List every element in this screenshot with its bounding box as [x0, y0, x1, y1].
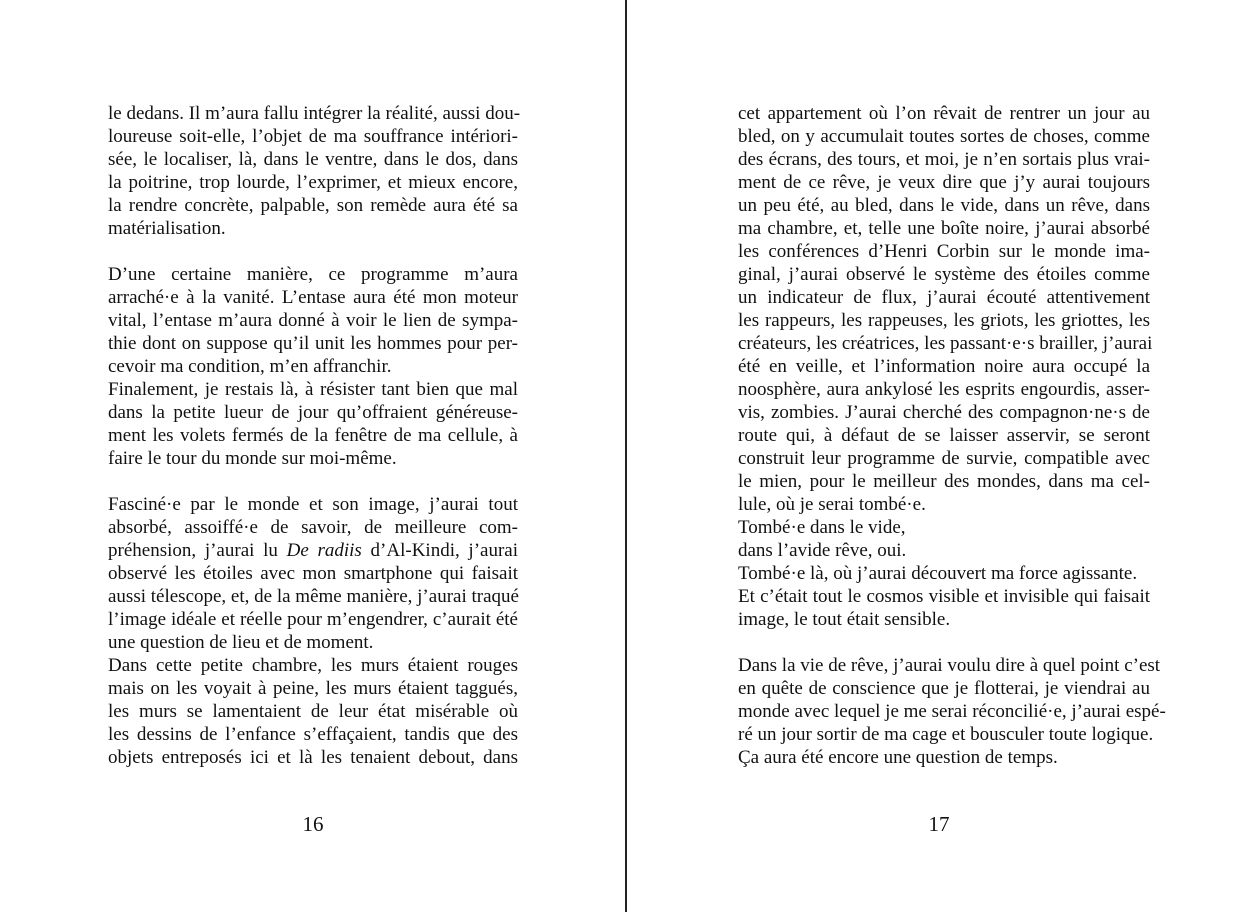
- text-line-with-title: [108, 539, 518, 562]
- text-line: ment de ce rêve, je veux dire que j’y aurai toujours: [738, 172, 1150, 193]
- book-title-italic: De radiis: [286, 540, 362, 561]
- text-line: faire le tour du monde sur moi-même.: [108, 448, 397, 469]
- text-line: créateurs, les créatrices, les passant·e·s brailler, j’aurai: [738, 333, 1153, 354]
- text-line: la rendre concrète, palpable, son remède aura été sa: [108, 195, 518, 216]
- text-line: les rappeurs, les rappeuses, les griots, les griottes, les: [738, 310, 1150, 331]
- blank-line: [108, 240, 518, 263]
- text-line: vital, l’entase m’aura donné à voir le lien de sympa-: [108, 310, 518, 331]
- text-line: bled, on y accumulait toutes sortes de choses, comme: [738, 126, 1150, 147]
- text-line: dans l’avide rêve, oui.: [738, 540, 907, 561]
- text-line: loureuse soit-elle, l’objet de ma souffrance intériori-: [108, 126, 518, 147]
- text-line: arraché·e à la vanité. L’entase aura été mon moteur: [108, 287, 518, 308]
- text-line: des écrans, des tours, et moi, je n’en sortais plus vrai-: [738, 149, 1150, 170]
- text-line: dans la petite lueur de jour qu’offraient généreuse-: [108, 402, 518, 423]
- text-line: Fasciné·e par le monde et son image, j’aurai tout: [108, 494, 518, 515]
- text-line: la poitrine, trop lourde, l’exprimer, et mieux encore,: [108, 172, 518, 193]
- text-line: en quête de conscience que je flotterai, je viendrai au: [738, 678, 1150, 699]
- text-line: sée, le localiser, là, dans le ventre, dans le dos, dans: [108, 149, 518, 170]
- left-page-body: [108, 102, 521, 769]
- page-number: 17: [928, 812, 950, 836]
- text-line: matérialisation.: [108, 218, 226, 239]
- text-line: les conférences d’Henri Corbin sur le monde ima-: [738, 241, 1150, 262]
- right-page-body: [738, 102, 1166, 769]
- text-line: mais on les voyait à peine, les murs étaient taggués,: [108, 678, 518, 699]
- text-line: aussi télescope, et, de la même manière, j’aurai traqué: [108, 586, 519, 607]
- blank-line: [108, 470, 518, 493]
- blank-line: [738, 631, 1150, 654]
- text-line: ment les volets fermés de la fenêtre de ma cellule, à: [108, 425, 518, 446]
- text-line: Tombé·e là, où j’aurai découvert ma force agissante.: [738, 563, 1138, 584]
- text-line: vis, zombies. J’aurai cherché des compagnon·ne·s de: [738, 402, 1150, 423]
- text-line: les dessins de l’enfance s’effaçaient, tandis que des: [108, 724, 518, 745]
- text-line: Finalement, je restais là, à résister tant bien que mal: [108, 379, 518, 400]
- text-line: une question de lieu et de moment.: [108, 632, 374, 653]
- text-line: l’image idéale et réelle pour m’engendrer, c’aurait été: [108, 609, 518, 630]
- left-page: [0, 0, 625, 912]
- text-line: thie dont on suppose qu’il unit les hommes pour per-: [108, 333, 518, 354]
- right-page: [627, 0, 1252, 912]
- text-line: été en veille, et l’information noire aura occupé la: [738, 356, 1150, 377]
- text-line: construit leur programme de survie, compatible avec: [738, 448, 1150, 469]
- text-line: ma chambre, et, telle une boîte noire, j’aurai absorbé: [738, 218, 1150, 239]
- text-line: le mien, pour le meilleur des mondes, dans ma cel-: [738, 471, 1150, 492]
- text-line: Tombé·e dans le vide,: [738, 517, 906, 538]
- text-line: cet appartement où l’on rêvait de rentrer un jour au: [738, 103, 1150, 124]
- text-line: observé les étoiles avec mon smartphone qui faisait: [108, 563, 518, 584]
- text-line: lule, où je serai tombé·e.: [738, 494, 926, 515]
- text-line: Et c’était tout le cosmos visible et invisible qui faisait: [738, 586, 1150, 607]
- text-line: route qui, à défaut de se laisser asservir, se seront: [738, 425, 1150, 446]
- text-line: les murs se lamentaient de leur état misérable où: [108, 701, 518, 722]
- text-line: un peu été, au bled, dans le vide, dans un rêve, dans: [738, 195, 1150, 216]
- text-line: monde avec lequel je me serai réconcilié·e, j’aurai espé-: [738, 701, 1166, 722]
- text-line: Ça aura été encore une question de temps.: [738, 747, 1058, 768]
- text-line: noosphère, aura ankylosé les esprits engourdis, asser-: [738, 379, 1150, 400]
- text-line: Dans la vie de rêve, j’aurai voulu dire à quel point c’est: [738, 655, 1161, 676]
- text-line: Dans cette petite chambre, les murs étaient rouges: [108, 655, 518, 676]
- text-line: D’une certaine manière, ce programme m’aura: [108, 264, 518, 285]
- text-line: cevoir ma condition, m’en affranchir.: [108, 356, 392, 377]
- text-line: le dedans. Il m’aura fallu intégrer la réalité, aussi dou-: [108, 103, 521, 124]
- text-line: ginal, j’aurai observé le système des étoiles comme: [738, 264, 1150, 285]
- text-line: ré un jour sortir de ma cage et bousculer toute logique.: [738, 724, 1154, 745]
- text-fragment: préhension, j’aurai lu: [108, 540, 287, 561]
- text-fragment: d’Al-Kindi, j’aurai: [361, 540, 519, 561]
- page-number: 16: [302, 812, 324, 836]
- text-line: image, le tout était sensible.: [738, 609, 951, 630]
- text-line: absorbé, assoiffé·e de savoir, de meilleure com-: [108, 517, 518, 538]
- text-line: objets entreposés ici et là les tenaient debout, dans: [108, 747, 518, 768]
- text-line: un indicateur de flux, j’aurai écouté attentivement: [738, 287, 1150, 308]
